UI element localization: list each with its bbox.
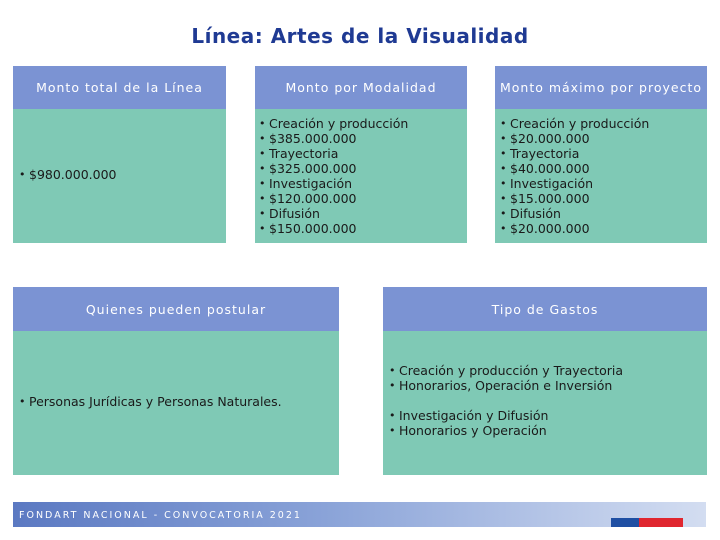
flag-blue-stripe (611, 518, 639, 527)
list-item: • $325.000.000 (259, 161, 467, 176)
monto-modalidad-box (255, 109, 467, 243)
list-item: • Trayectoria (259, 146, 467, 161)
list-item: • $20.000.000 (500, 221, 707, 236)
quienes-header (13, 287, 339, 331)
list-item: • Creación y producción y Trayectoria (389, 363, 707, 378)
monto-maximo-header-label: Monto máximo por proyecto (499, 80, 703, 95)
flag-red-stripe (639, 518, 683, 527)
monto-total-header-label: Monto total de la Línea (36, 80, 203, 95)
list-item: • Investigación (259, 176, 467, 191)
gastos-header-label: Tipo de Gastos (491, 301, 599, 317)
monto-maximo-box (495, 109, 707, 243)
list-item: • Trayectoria (500, 146, 707, 161)
monto-total-box (13, 109, 226, 243)
list-item: • Investigación (500, 176, 707, 191)
list-item: • $980.000.000 (19, 167, 226, 182)
list-item: • Creación y producción (500, 116, 707, 131)
list-item: • Honorarios y Operación (389, 423, 707, 438)
monto-total-header (13, 66, 226, 109)
list-item: • $20.000.000 (500, 131, 707, 146)
list-item: • Creación y producción (259, 116, 467, 131)
gastos-box (383, 331, 707, 475)
list-item: • Honorarios, Operación e Inversión (389, 378, 707, 393)
gastos-group-1 (389, 363, 707, 393)
list-item: • Personas Jurídicas y Personas Naturales. (19, 394, 339, 409)
footer-text: FONDART NACIONAL - CONVOCATORIA 2021 (19, 510, 302, 521)
gastos-group-2 (389, 408, 707, 438)
monto-maximo-header (495, 66, 707, 109)
list-item: • $40.000.000 (500, 161, 707, 176)
page-title: Línea: Artes de la Visualidad (191, 24, 529, 48)
list-item: • Difusión (259, 206, 467, 221)
monto-modalidad-header-label: Monto por Modalidad (285, 80, 437, 95)
list-item: • $120.000.000 (259, 191, 467, 206)
list-item: • Difusión (500, 206, 707, 221)
list-item: • $150.000.000 (259, 221, 467, 236)
list-item: • $385.000.000 (259, 131, 467, 146)
list-item: • Investigación y Difusión (389, 408, 707, 423)
gastos-header (383, 287, 707, 331)
list-item: • $15.000.000 (500, 191, 707, 206)
footer-bar (13, 502, 706, 527)
monto-modalidad-header (255, 66, 467, 109)
quienes-header-label: Quienes pueden postular (85, 301, 267, 317)
quienes-box (13, 331, 339, 475)
